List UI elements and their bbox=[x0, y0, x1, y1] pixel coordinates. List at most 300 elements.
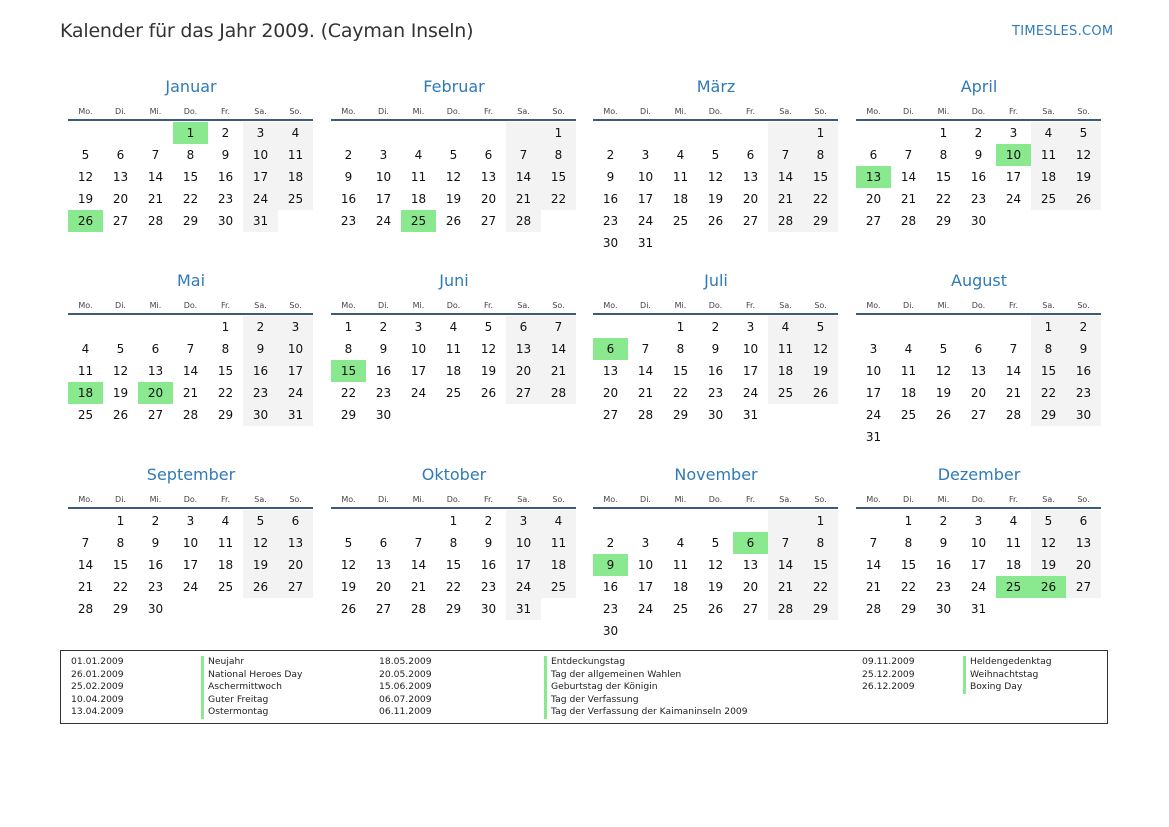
day-cell: 22 bbox=[340, 386, 357, 400]
day-cell: 26 bbox=[480, 386, 497, 400]
day-cell: 3 bbox=[379, 148, 388, 162]
empty-cell bbox=[138, 122, 173, 144]
weekday-label: Mo. bbox=[341, 301, 356, 310]
day-cell: 10 bbox=[278, 338, 313, 360]
day-cell: 29 bbox=[935, 214, 952, 228]
day-cell: 31 bbox=[278, 404, 313, 426]
day-cell: 10 bbox=[865, 364, 882, 378]
day-cell: 15 bbox=[541, 166, 576, 188]
empty-cell bbox=[471, 122, 506, 144]
day-cell: 5 bbox=[81, 148, 90, 162]
day-cell: 20 bbox=[742, 580, 759, 594]
empty-cell bbox=[593, 316, 628, 338]
weekday-label: Di. bbox=[903, 107, 914, 116]
day-cell: 28 bbox=[182, 408, 199, 422]
month-divider bbox=[856, 313, 1101, 315]
day-cell: 3 bbox=[869, 342, 878, 356]
day-cell: 30 bbox=[602, 236, 619, 250]
day-cell: 19 bbox=[1031, 554, 1066, 576]
day-cell: 24 bbox=[506, 576, 541, 598]
month-4 bbox=[68, 266, 314, 426]
weekday-label: Fr. bbox=[1008, 301, 1019, 310]
day-cell: 31 bbox=[970, 602, 987, 616]
day-cell: 2 bbox=[939, 514, 948, 528]
empty-cell bbox=[103, 122, 138, 144]
empty-cell bbox=[663, 122, 698, 144]
day-cell: 19 bbox=[707, 580, 724, 594]
day-cell: 26 bbox=[935, 408, 952, 422]
month-6 bbox=[593, 266, 839, 426]
day-cell: 23 bbox=[602, 602, 619, 616]
day-cell: 28 bbox=[77, 602, 94, 616]
day-cell: 9 bbox=[221, 148, 230, 162]
month-divider bbox=[68, 119, 313, 121]
day-grid bbox=[331, 122, 577, 232]
empty-cell bbox=[663, 510, 698, 532]
empty-cell bbox=[331, 510, 366, 532]
day-cell: 29 bbox=[803, 210, 838, 232]
month-name: Februar bbox=[423, 77, 485, 96]
day-cell: 7 bbox=[81, 536, 90, 550]
weekday-label: Mi. bbox=[149, 301, 162, 310]
holiday-date: 25.12.2009 bbox=[862, 668, 915, 680]
day-cell: 29 bbox=[340, 408, 357, 422]
day-cell: 7 bbox=[1009, 342, 1018, 356]
weekday-label: Do. bbox=[708, 301, 723, 310]
empty-cell bbox=[856, 510, 891, 532]
weekday-label: Fr. bbox=[483, 301, 494, 310]
weekday-label: Do. bbox=[183, 495, 198, 504]
holiday-date: 26.01.2009 bbox=[71, 668, 124, 680]
holiday-date: 06.07.2009 bbox=[379, 693, 432, 705]
weekday-label: Fr. bbox=[483, 495, 494, 504]
day-cell: 17 bbox=[865, 386, 882, 400]
weekday-label: Mo. bbox=[78, 495, 93, 504]
day-cell: 1 bbox=[939, 126, 948, 140]
holiday-name: National Heroes Day bbox=[201, 669, 302, 682]
day-cell: 23 bbox=[243, 382, 278, 404]
holiday-name: Guter Freitag bbox=[201, 694, 302, 707]
day-cell: 21 bbox=[768, 576, 803, 598]
weekday-label: Sa. bbox=[254, 301, 267, 310]
day-cell: 20 bbox=[375, 580, 392, 594]
day-cell: 13 bbox=[602, 364, 619, 378]
day-cell: 14 bbox=[768, 166, 803, 188]
day-cell: 3 bbox=[186, 514, 195, 528]
holiday-names-col-3 bbox=[963, 656, 1052, 694]
day-cell: 21 bbox=[182, 386, 199, 400]
weekday-label: Mo. bbox=[866, 495, 881, 504]
day-cell: 25 bbox=[541, 576, 576, 598]
day-cell: 4 bbox=[541, 510, 576, 532]
empty-cell bbox=[366, 122, 401, 144]
day-cell: 2 bbox=[711, 320, 720, 334]
page-title: Kalender für das Jahr 2009. (Cayman Inseln) bbox=[60, 20, 474, 42]
weekday-label: Fr. bbox=[745, 107, 756, 116]
empty-cell bbox=[68, 122, 103, 144]
day-cell: 30 bbox=[147, 602, 164, 616]
day-cell: 22 bbox=[1031, 382, 1066, 404]
holiday-name: Geburtstag der Königin bbox=[544, 681, 748, 694]
weekday-label: Mo. bbox=[866, 107, 881, 116]
day-cell: 19 bbox=[480, 364, 497, 378]
weekday-label: So. bbox=[1077, 495, 1090, 504]
holiday-names-col-1 bbox=[201, 656, 302, 719]
day-cell: 25 bbox=[445, 386, 462, 400]
day-cell: 13 bbox=[112, 170, 129, 184]
day-cell: 6 bbox=[278, 510, 313, 532]
month-divider bbox=[331, 313, 576, 315]
empty-cell bbox=[698, 510, 733, 532]
weekday-label: Do. bbox=[971, 301, 986, 310]
day-cell: 13 bbox=[742, 558, 759, 572]
day-cell: 20 bbox=[506, 360, 541, 382]
day-cell: 8 bbox=[803, 144, 838, 166]
day-cell: 12 bbox=[803, 338, 838, 360]
holiday-name: Tag der Verfassung bbox=[544, 694, 748, 707]
day-cell: 8 bbox=[449, 536, 458, 550]
day-cell: 24 bbox=[375, 214, 392, 228]
weekday-label: Di. bbox=[903, 301, 914, 310]
month-divider bbox=[331, 507, 576, 509]
month-9 bbox=[331, 460, 577, 620]
day-cell: 27 bbox=[742, 602, 759, 616]
month-10 bbox=[593, 460, 839, 642]
day-cell: 1 bbox=[803, 122, 838, 144]
day-cell: 22 bbox=[803, 188, 838, 210]
day-grid bbox=[68, 316, 314, 426]
weekday-label: Do. bbox=[971, 495, 986, 504]
weekday-label: Di. bbox=[115, 107, 126, 116]
day-cell: 16 bbox=[217, 170, 234, 184]
day-cell: 14 bbox=[506, 166, 541, 188]
day-cell: 30 bbox=[707, 408, 724, 422]
day-cell: 1 bbox=[173, 122, 208, 144]
day-cell: 31 bbox=[506, 598, 541, 620]
day-cell: 17 bbox=[742, 364, 759, 378]
holiday-name: Heldengedenktag bbox=[963, 656, 1052, 669]
day-cell: 27 bbox=[506, 382, 541, 404]
day-cell: 28 bbox=[865, 602, 882, 616]
weekday-header bbox=[331, 493, 577, 506]
day-cell: 30 bbox=[1066, 404, 1101, 426]
empty-cell bbox=[401, 122, 436, 144]
weekday-label: Fr. bbox=[745, 301, 756, 310]
day-cell: 4 bbox=[278, 122, 313, 144]
day-cell: 18 bbox=[541, 554, 576, 576]
day-cell: 5 bbox=[449, 148, 458, 162]
empty-cell bbox=[768, 510, 803, 532]
month-divider bbox=[593, 507, 838, 509]
weekday-label: Sa. bbox=[1042, 301, 1055, 310]
day-cell: 5 bbox=[939, 342, 948, 356]
day-cell: 6 bbox=[974, 342, 983, 356]
empty-cell bbox=[68, 316, 103, 338]
day-cell: 4 bbox=[676, 536, 685, 550]
day-cell: 13 bbox=[375, 558, 392, 572]
day-cell: 18 bbox=[217, 558, 234, 572]
day-cell: 3 bbox=[414, 320, 423, 334]
weekday-label: Di. bbox=[640, 495, 651, 504]
month-name: Oktober bbox=[421, 465, 487, 484]
day-cell: 12 bbox=[1066, 144, 1101, 166]
day-cell: 16 bbox=[970, 170, 987, 184]
day-cell: 12 bbox=[935, 364, 952, 378]
day-cell: 10 bbox=[970, 536, 987, 550]
day-cell: 22 bbox=[541, 188, 576, 210]
day-cell: 28 bbox=[1005, 408, 1022, 422]
day-cell: 30 bbox=[243, 404, 278, 426]
holiday-date: 26.12.2009 bbox=[862, 681, 915, 692]
day-cell: 12 bbox=[77, 170, 94, 184]
day-grid bbox=[593, 510, 839, 642]
day-cell: 16 bbox=[340, 192, 357, 206]
weekday-label: Sa. bbox=[1042, 107, 1055, 116]
day-cell: 9 bbox=[344, 170, 353, 184]
day-cell: 1 bbox=[449, 514, 458, 528]
day-cell: 19 bbox=[243, 554, 278, 576]
month-name: Juni bbox=[439, 271, 469, 290]
day-cell: 23 bbox=[935, 580, 952, 594]
weekday-header bbox=[68, 299, 314, 312]
day-cell: 11 bbox=[672, 558, 689, 572]
weekday-label: Do. bbox=[183, 301, 198, 310]
day-cell: 9 bbox=[243, 338, 278, 360]
day-cell: 30 bbox=[602, 624, 619, 638]
weekday-header bbox=[856, 105, 1102, 118]
day-cell: 3 bbox=[243, 122, 278, 144]
day-cell: 26 bbox=[707, 214, 724, 228]
day-cell: 6 bbox=[733, 532, 768, 554]
weekday-label: Mo. bbox=[866, 301, 881, 310]
day-cell: 27 bbox=[970, 408, 987, 422]
day-cell: 12 bbox=[340, 558, 357, 572]
day-cell: 17 bbox=[375, 192, 392, 206]
weekday-label: Di. bbox=[903, 495, 914, 504]
day-cell: 9 bbox=[1066, 338, 1101, 360]
weekday-label: Fr. bbox=[745, 495, 756, 504]
day-cell: 5 bbox=[116, 342, 125, 356]
day-cell: 5 bbox=[711, 536, 720, 550]
weekday-header bbox=[593, 299, 839, 312]
day-cell: 25 bbox=[768, 382, 803, 404]
empty-cell bbox=[68, 510, 103, 532]
weekday-label: Di. bbox=[378, 301, 389, 310]
weekday-label: Mo. bbox=[78, 301, 93, 310]
day-cell: 29 bbox=[217, 408, 234, 422]
day-cell: 11 bbox=[672, 170, 689, 184]
day-cell: 4 bbox=[449, 320, 458, 334]
day-cell: 27 bbox=[375, 602, 392, 616]
holiday-name: Ostermontag bbox=[201, 706, 302, 719]
day-cell: 10 bbox=[375, 170, 392, 184]
day-cell: 29 bbox=[445, 602, 462, 616]
day-cell: 18 bbox=[445, 364, 462, 378]
empty-cell bbox=[628, 316, 663, 338]
day-cell: 8 bbox=[186, 148, 195, 162]
day-cell: 15 bbox=[1031, 360, 1066, 382]
day-cell: 10 bbox=[243, 144, 278, 166]
day-cell: 7 bbox=[768, 144, 803, 166]
day-cell: 2 bbox=[606, 148, 615, 162]
day-cell: 1 bbox=[904, 514, 913, 528]
weekday-label: So. bbox=[552, 495, 565, 504]
holiday-date: 09.11.2009 bbox=[862, 656, 915, 667]
weekday-header bbox=[331, 299, 577, 312]
day-cell: 4 bbox=[221, 514, 230, 528]
holiday-dates-col-3 bbox=[862, 656, 915, 694]
day-cell: 16 bbox=[602, 192, 619, 206]
brand-link[interactable]: TIMESLES.COM bbox=[1012, 24, 1114, 39]
day-cell: 11 bbox=[1031, 144, 1066, 166]
empty-cell bbox=[856, 316, 891, 338]
empty-cell bbox=[891, 316, 926, 338]
day-cell: 29 bbox=[672, 408, 689, 422]
day-cell: 15 bbox=[331, 360, 366, 382]
month-1 bbox=[331, 72, 577, 232]
day-cell: 24 bbox=[1005, 192, 1022, 206]
day-cell: 24 bbox=[637, 214, 654, 228]
holiday-date: 20.05.2009 bbox=[379, 668, 432, 680]
day-cell: 10 bbox=[637, 558, 654, 572]
day-cell: 7 bbox=[869, 536, 878, 550]
day-cell: 15 bbox=[900, 558, 917, 572]
weekday-label: Mo. bbox=[603, 107, 618, 116]
day-cell: 10 bbox=[637, 170, 654, 184]
month-2 bbox=[593, 72, 839, 254]
month-divider bbox=[593, 313, 838, 315]
day-cell: 25 bbox=[900, 408, 917, 422]
weekday-label: Di. bbox=[640, 301, 651, 310]
day-cell: 17 bbox=[410, 364, 427, 378]
weekday-label: Di. bbox=[115, 495, 126, 504]
day-cell: 5 bbox=[484, 320, 493, 334]
day-cell: 2 bbox=[484, 514, 493, 528]
day-cell: 11 bbox=[278, 144, 313, 166]
weekday-label: Di. bbox=[378, 107, 389, 116]
month-name: August bbox=[951, 271, 1007, 290]
day-cell: 17 bbox=[506, 554, 541, 576]
day-cell: 19 bbox=[707, 192, 724, 206]
holiday-date: 06.11.2009 bbox=[379, 706, 432, 717]
day-cell: 31 bbox=[637, 236, 654, 250]
empty-cell bbox=[366, 510, 401, 532]
day-cell: 23 bbox=[1066, 382, 1101, 404]
weekday-label: Sa. bbox=[517, 301, 530, 310]
day-cell: 1 bbox=[1031, 316, 1066, 338]
weekday-label: So. bbox=[552, 301, 565, 310]
day-cell: 24 bbox=[865, 408, 882, 422]
day-cell: 26 bbox=[1066, 188, 1101, 210]
weekday-label: Mo. bbox=[603, 301, 618, 310]
day-cell: 1 bbox=[676, 320, 685, 334]
weekday-label: So. bbox=[289, 495, 302, 504]
day-cell: 5 bbox=[1031, 510, 1066, 532]
empty-cell bbox=[996, 316, 1031, 338]
day-cell: 21 bbox=[541, 360, 576, 382]
empty-cell bbox=[628, 122, 663, 144]
weekday-label: Mo. bbox=[341, 495, 356, 504]
day-cell: 16 bbox=[375, 364, 392, 378]
month-divider bbox=[68, 507, 313, 509]
month-divider bbox=[593, 119, 838, 121]
day-cell: 2 bbox=[344, 148, 353, 162]
day-cell: 24 bbox=[742, 386, 759, 400]
day-cell: 20 bbox=[865, 192, 882, 206]
day-cell: 2 bbox=[379, 320, 388, 334]
day-cell: 8 bbox=[904, 536, 913, 550]
day-cell: 23 bbox=[147, 580, 164, 594]
holiday-names-col-2 bbox=[544, 656, 748, 719]
weekday-label: Sa. bbox=[779, 495, 792, 504]
day-cell: 13 bbox=[480, 170, 497, 184]
day-cell: 3 bbox=[278, 316, 313, 338]
day-cell: 13 bbox=[278, 532, 313, 554]
day-cell: 2 bbox=[606, 536, 615, 550]
day-cell: 24 bbox=[182, 580, 199, 594]
day-cell: 4 bbox=[676, 148, 685, 162]
day-grid bbox=[856, 510, 1102, 620]
day-cell: 18 bbox=[1005, 558, 1022, 572]
weekday-label: Fr. bbox=[220, 301, 231, 310]
weekday-header bbox=[593, 105, 839, 118]
day-cell: 11 bbox=[217, 536, 234, 550]
day-cell: 15 bbox=[217, 364, 234, 378]
day-cell: 14 bbox=[147, 170, 164, 184]
day-cell: 14 bbox=[1005, 364, 1022, 378]
weekday-header bbox=[856, 493, 1102, 506]
day-cell: 5 bbox=[243, 510, 278, 532]
day-cell: 3 bbox=[1009, 126, 1018, 140]
day-grid bbox=[856, 316, 1102, 448]
day-cell: 8 bbox=[116, 536, 125, 550]
day-cell: 31 bbox=[742, 408, 759, 422]
day-cell: 19 bbox=[112, 386, 129, 400]
day-cell: 22 bbox=[803, 576, 838, 598]
day-cell: 17 bbox=[970, 558, 987, 572]
day-cell: 18 bbox=[672, 192, 689, 206]
day-cell: 19 bbox=[803, 360, 838, 382]
weekday-label: Mi. bbox=[149, 107, 162, 116]
day-cell: 23 bbox=[480, 580, 497, 594]
holiday-dates-col-1 bbox=[71, 656, 124, 719]
day-grid bbox=[68, 510, 314, 620]
day-cell: 10 bbox=[506, 532, 541, 554]
day-cell: 23 bbox=[602, 214, 619, 228]
day-cell: 20 bbox=[112, 192, 129, 206]
day-cell: 25 bbox=[278, 188, 313, 210]
weekday-label: So. bbox=[814, 301, 827, 310]
empty-cell bbox=[173, 316, 208, 338]
day-cell: 20 bbox=[480, 192, 497, 206]
day-grid bbox=[593, 316, 839, 426]
day-cell: 11 bbox=[900, 364, 917, 378]
day-cell: 3 bbox=[641, 148, 650, 162]
day-cell: 11 bbox=[77, 364, 94, 378]
day-cell: 2 bbox=[1066, 316, 1101, 338]
day-cell: 10 bbox=[742, 342, 759, 356]
month-name: März bbox=[696, 77, 736, 96]
empty-cell bbox=[926, 316, 961, 338]
day-cell: 29 bbox=[803, 598, 838, 620]
weekday-label: So. bbox=[289, 301, 302, 310]
weekday-label: Mi. bbox=[674, 107, 687, 116]
weekday-label: Do. bbox=[446, 301, 461, 310]
day-cell: 25 bbox=[401, 210, 436, 232]
day-cell: 23 bbox=[217, 192, 234, 206]
weekday-label: Sa. bbox=[1042, 495, 1055, 504]
empty-cell bbox=[856, 122, 891, 144]
